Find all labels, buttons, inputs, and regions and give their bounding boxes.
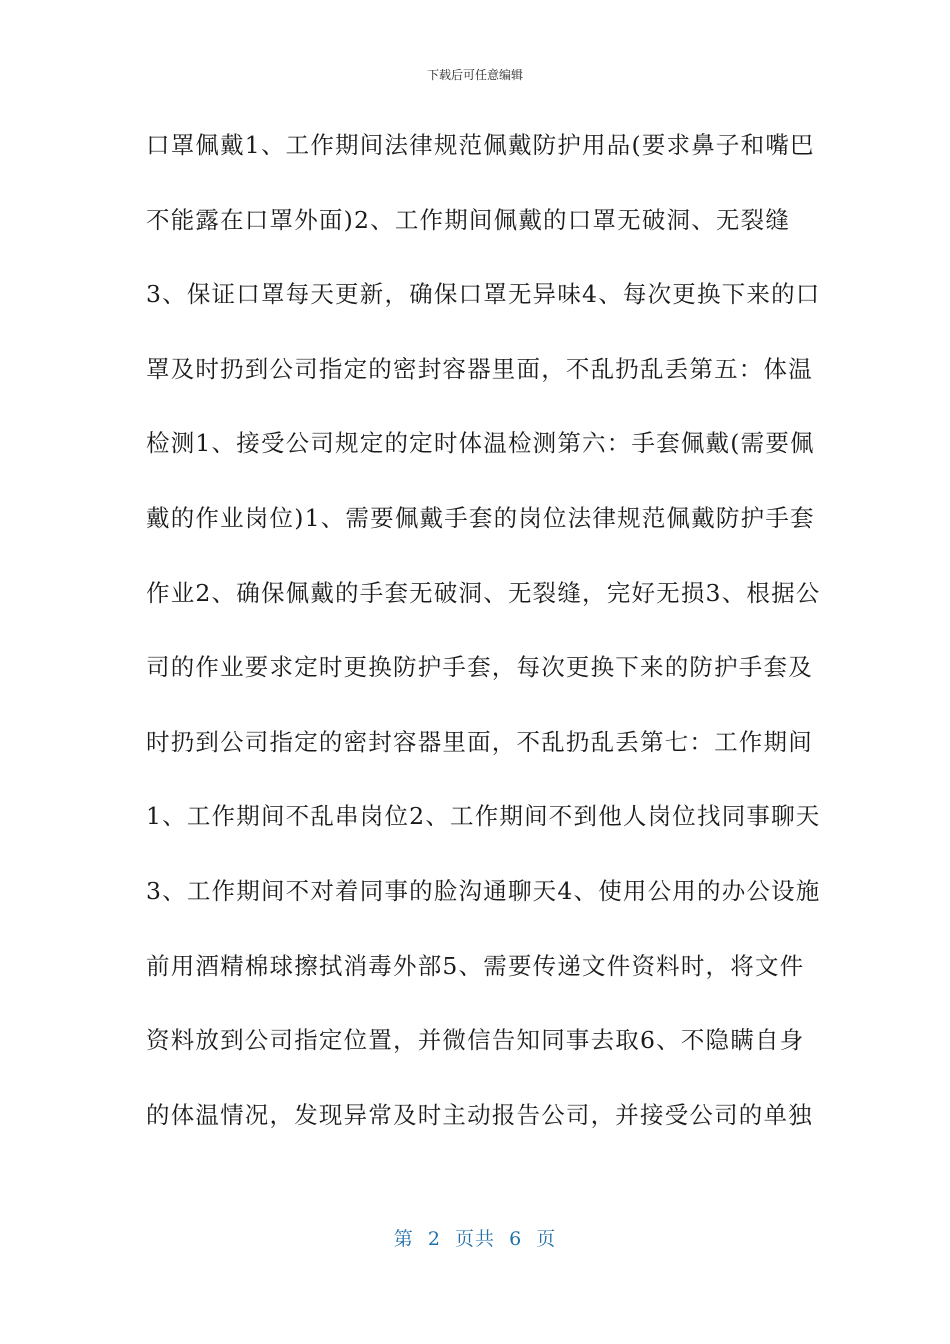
body-line-12: 前用酒精棉球擦拭消毒外部5、需要传递文件资料时，将文件: [146, 951, 805, 980]
body-line-8: 司的作业要求定时更换防护手套，每次更换下来的防护手套及: [146, 653, 813, 682]
body-line-9: 时扔到公司指定的密封容器里面，不乱扔乱丢第七：工作期间: [146, 727, 813, 756]
body-line-3: 3、保证口罩每天更新，确保口罩无异味4、每次更换下来的口: [146, 280, 821, 309]
document-body: [146, 124, 821, 1168]
body-line-2: 不能露在口罩外面)2、工作期间佩戴的口罩无破洞、无裂缝: [146, 205, 791, 234]
body-line-11: 3、工作期间不对着同事的脸沟通聊天4、使用公用的办公设施: [146, 876, 821, 905]
body-line-4: 罩及时扔到公司指定的密封容器里面，不乱扔乱丢第五：体温: [146, 354, 813, 383]
body-line-7: 作业2、确保佩戴的手套无破洞、无裂缝，完好无损3、根据公: [146, 578, 821, 607]
body-line-10: 1、工作期间不乱串岗位2、工作期间不到他人岗位找同事聊天: [146, 802, 821, 831]
page-footer: 第 2 页共 6 页: [393, 1228, 557, 1250]
page-header: 下载后可任意编辑: [426, 68, 523, 82]
body-line-14: 的体温情况，发现异常及时主动报告公司，并接受公司的单独: [146, 1100, 813, 1129]
body-line-1: 口罩佩戴1、工作期间法律规范佩戴防护用品(要求鼻子和嘴巴: [146, 131, 815, 159]
body-line-13: 资料放到公司指定位置，并微信告知同事去取6、不隐瞒自身: [146, 1026, 805, 1055]
body-line-6: 戴的作业岗位)1、需要佩戴手套的岗位法律规范佩戴防护手套: [146, 503, 815, 532]
body-line-5: 检测1、接受公司规定的定时体温检测第六：手套佩戴(需要佩: [146, 429, 815, 458]
